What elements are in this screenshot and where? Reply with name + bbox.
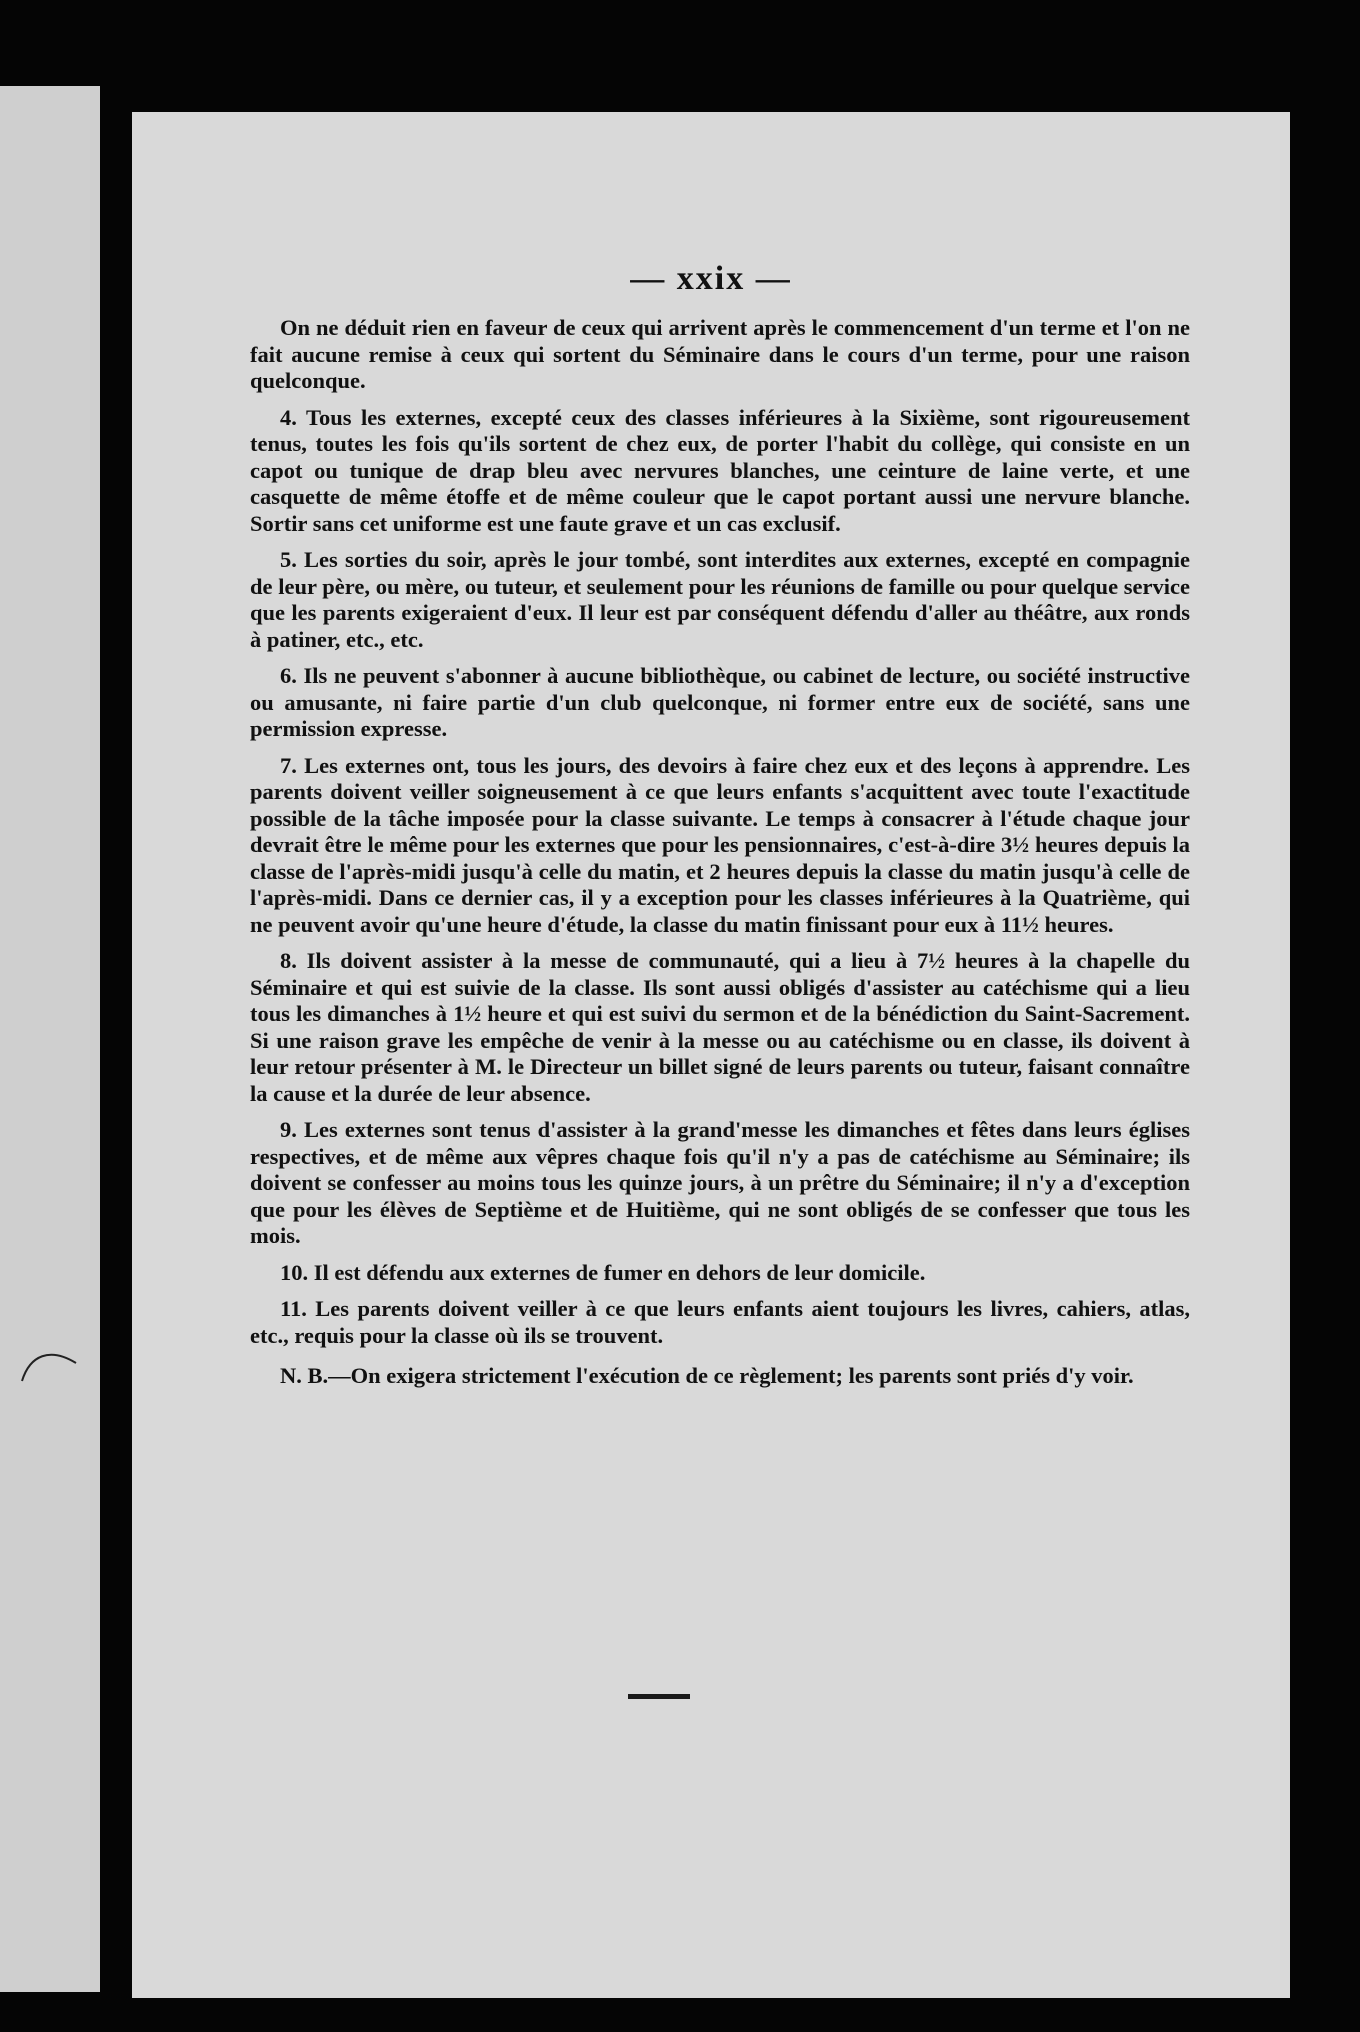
- paragraph-8-mass: 8. Ils doivent assister à la messe de communauté, qui a lieu à 7½ heures à la chapelle du Séminaire et qui est suivie de la classe. Ils sont aussi obligés d'assister au catéchisme qui a lieu tous les dimanches à 1½ heure et qui est suivi du sermon et de la bénédiction du Saint-Sacrement. Si une raison grave les empêche de venir à la messe ou au catéchisme ou en classe, ils doivent à leur retour présenter à M. le Directeur un billet signé de leurs parents ou tuteur, faisant connaître la cause et la durée de leur absence.: [250, 948, 1190, 1106]
- note-nb: N. B.—On exigera strictement l'exécution de ce règlement; les parents sont priés d'y voir.: [280, 1363, 1134, 1388]
- paragraph-7-homework: 7. Les externes ont, tous les jours, des devoirs à faire chez eux et des leçons à apprendre. Les parents doivent veiller soigneusement à ce que leurs enfants s'acquittent avec toute l'exactitude possible de la tâche imposée pour la classe suivante. Le temps à consacrer à l'étude chaque jour devrait être le même pour les externes que pour les pensionnaires, c'est-à-dire 3½ heures depuis la classe de l'après-midi jusqu'à celle du matin, et 2 heures depuis la classe du matin jusqu'à celle de l'après-midi. Dans ce dernier cas, il y a exception pour les classes inférieures à la Quatrième, qui ne peuvent avoir qu'une heure d'étude, la classe du matin finissant pour eux à 11½ heures.: [250, 752, 1190, 937]
- paragraph-6-clubs: 6. Ils ne peuvent s'abonner à aucune bibliothèque, ou cabinet de lecture, ou société instructive ou amusante, ni faire partie d'un club quelconque, ni former entre eux de société, sans une permission expresse.: [250, 663, 1190, 741]
- margin-pen-mark: [20, 1345, 80, 1385]
- document-page: [132, 112, 1290, 1998]
- paragraph-5-evening-outings: 5. Les sorties du soir, après le jour tombé, sont interdites aux externes, excepté en compagnie de leur père, ou mère, ou tuteur, et seulement pour les réunions de famille ou pour quelque service que les parents exigeraient d'eux. Il leur est par conséquent défendu d'aller au théâtre, aux ronds à patiner, etc., etc.: [250, 547, 1190, 652]
- paragraph-4-uniform: 4. Tous les externes, excepté ceux des classes inférieures à la Sixième, sont rigoureusement tenus, toutes les fois qu'ils sortent de chez eux, de porter l'habit du collège, qui consiste en un capot ou tunique de drap bleu avec nervures blanches, une ceinture de laine verte, et une casquette de même étoffe et de même couleur que le capot portant aussi une nervure blanche. Sortir sans cet uniforme est une faute grave et un cas exclusif.: [250, 404, 1190, 536]
- paragraph-9-high-mass: 9. Les externes sont tenus d'assister à la grand'messe les dimanches et fêtes dans leurs églises respectives, et de même aux vêpres chaque fois qu'il n'y a pas de catéchisme au Séminaire; ils doivent se confesser au moins tous les quinze jours, à un prêtre du Séminaire; il n'y a d'exception que pour les élèves de Septième et de Huitième, qui ne sont obligés de se confesser que tous les mois.: [250, 1117, 1190, 1248]
- end-rule: [628, 1694, 690, 1699]
- previous-page-edge: [0, 86, 100, 1992]
- body-text: [250, 315, 1190, 1400]
- paragraph-11-supplies: 11. Les parents doivent veiller à ce que leurs enfants aient toujours les livres, cahiers, atlas, etc., requis pour la classe où ils se trouvent.: [250, 1296, 1190, 1348]
- page-number: — xxix —: [630, 260, 792, 297]
- paragraph-terms: On ne déduit rien en faveur de ceux qui arrivent après le commencement d'un terme et l'on ne fait aucune remise à ceux qui sortent du Séminaire dans le cours d'un terme, pour une raison quelconque.: [250, 315, 1190, 393]
- paragraph-10-smoking: 10. Il est défendu aux externes de fumer en dehors de leur domicile.: [280, 1259, 926, 1285]
